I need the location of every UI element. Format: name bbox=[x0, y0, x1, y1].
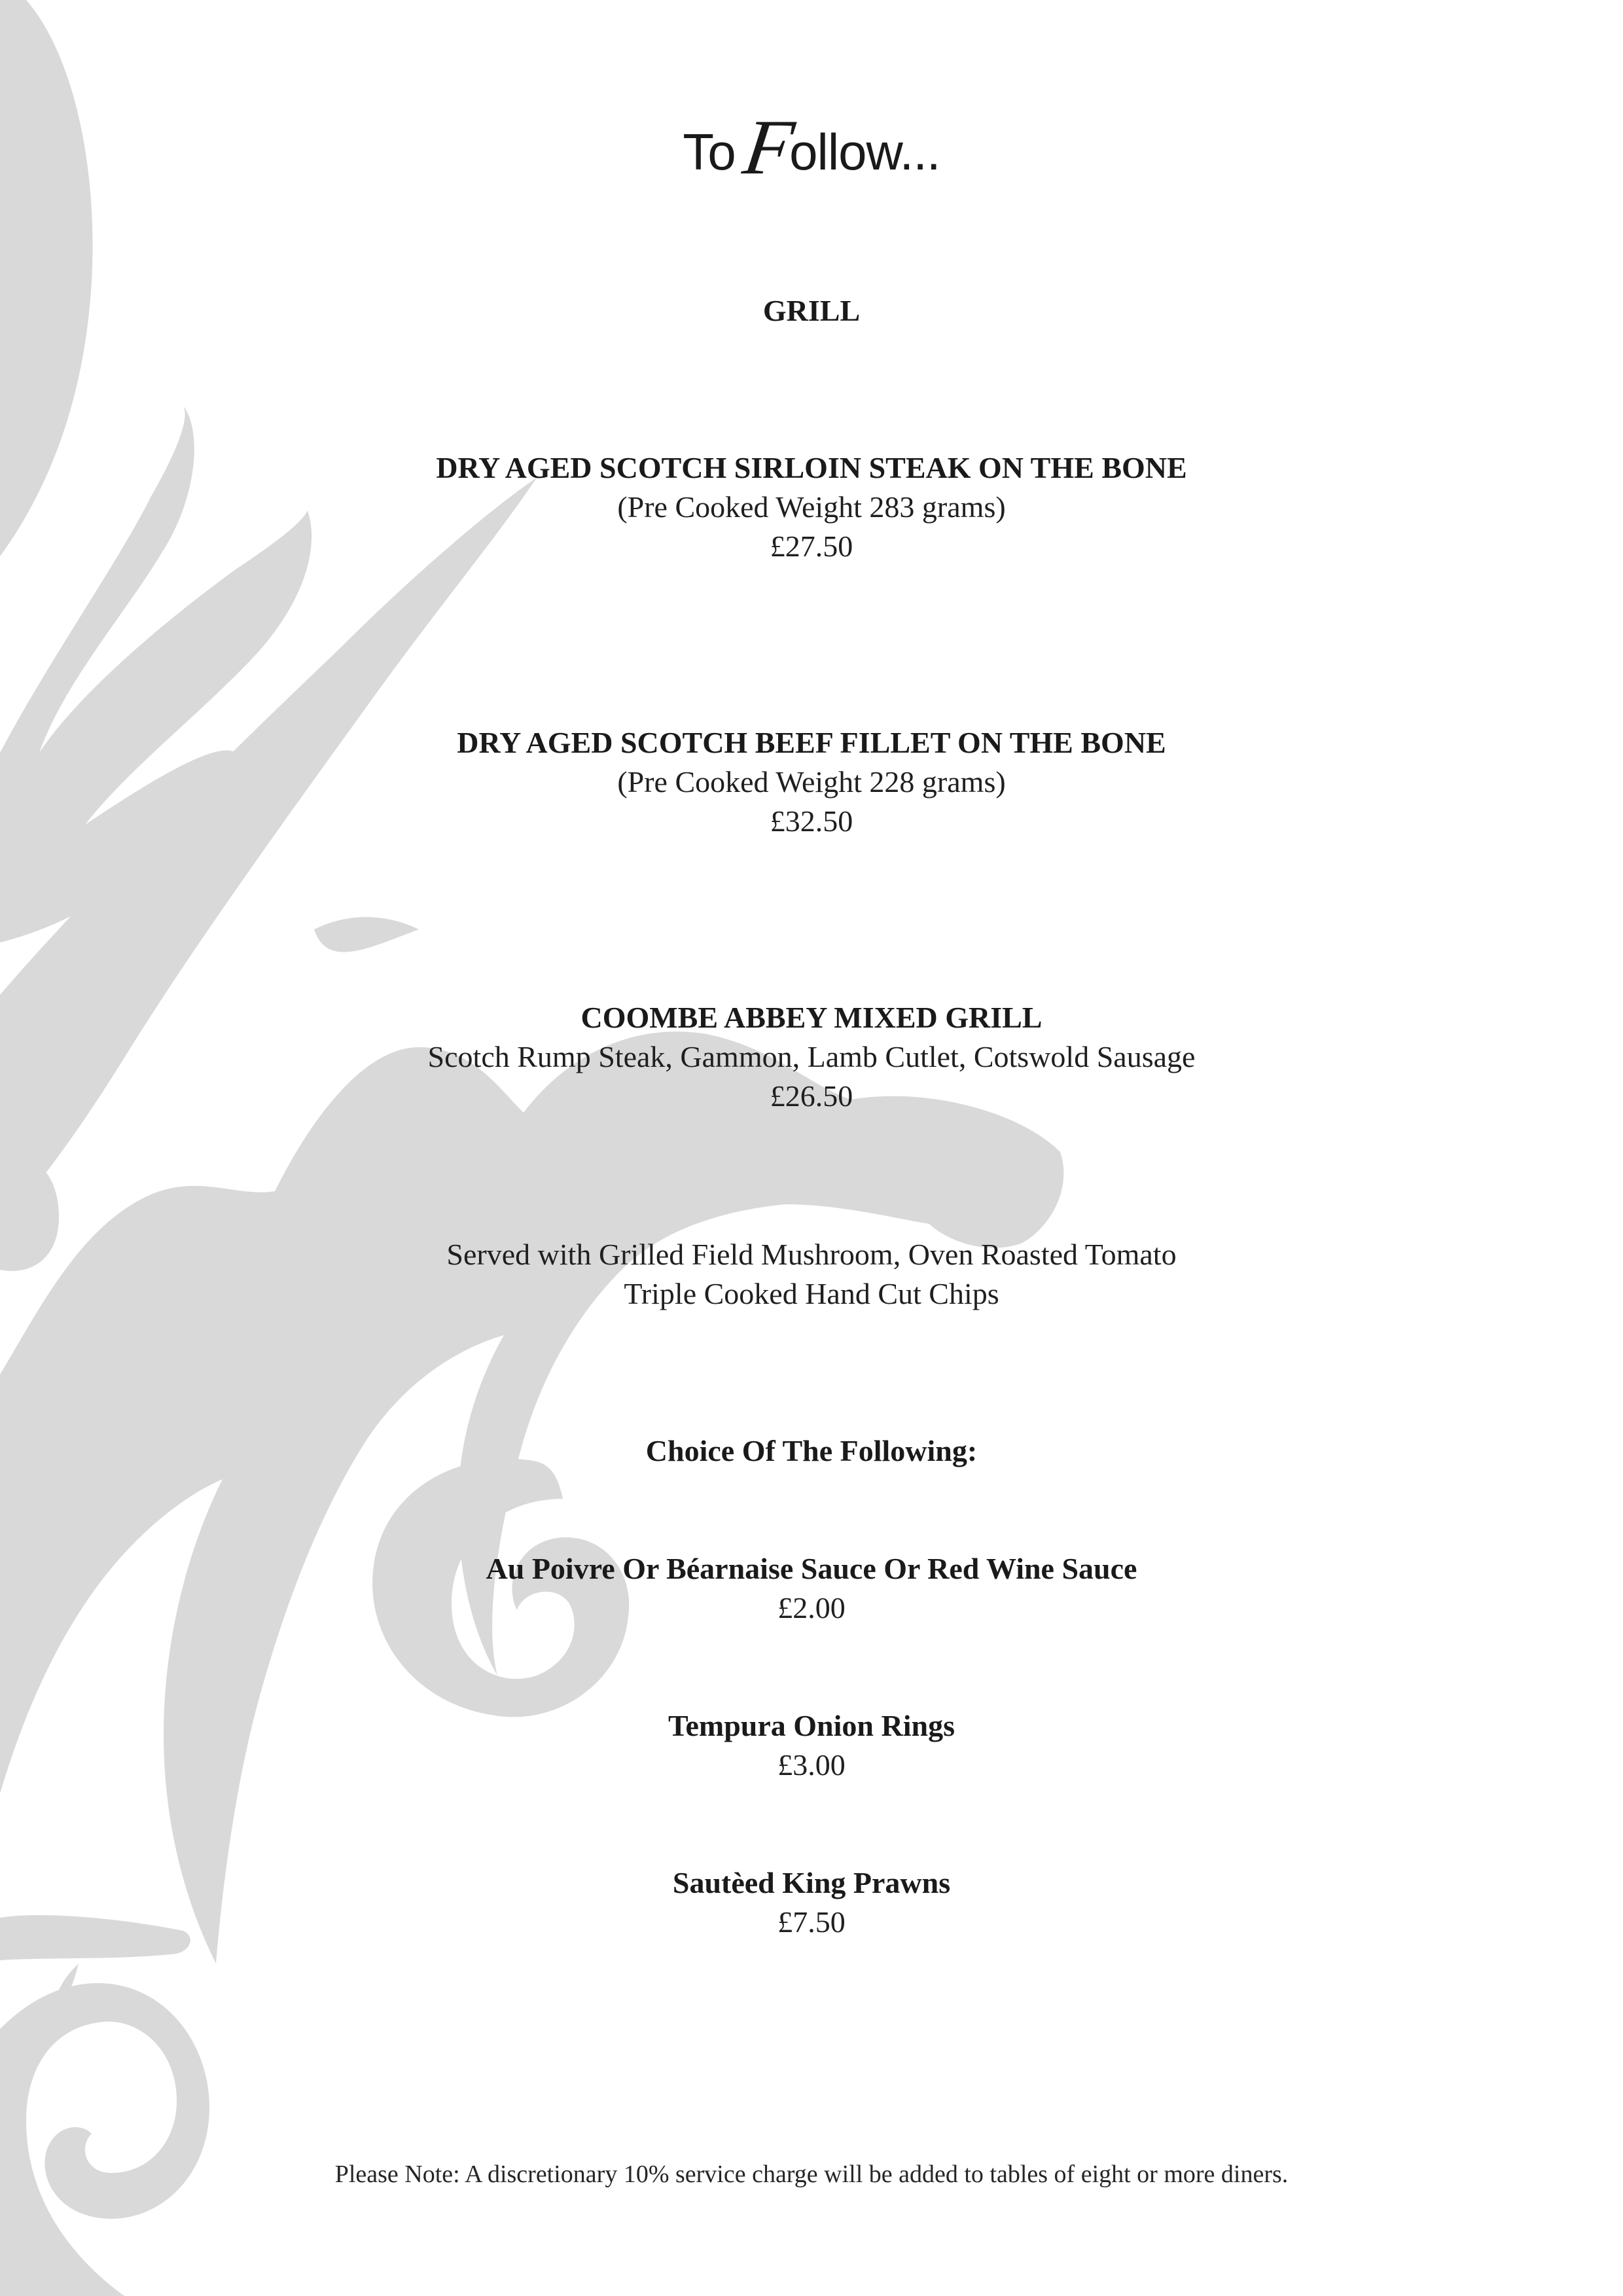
served-with-line-1: Served with Grilled Field Mushroom, Oven Roasted Tomato bbox=[446, 1238, 1177, 1271]
grill-item-name: DRY AGED SCOTCH BEEF FILLET ON THE BONE bbox=[457, 726, 1166, 759]
service-charge-note: Please Note: A discretionary 10% service charge will be added to tables of eight or more diners. bbox=[334, 2161, 1289, 2188]
title-initial: F bbox=[738, 103, 798, 190]
extra-item-price: £2.00 bbox=[777, 1591, 846, 1624]
title-part-1: To bbox=[683, 123, 736, 181]
grill-item-description: (Pre Cooked Weight 283 grams) bbox=[617, 490, 1006, 524]
extra-item-name: Sautèed King Prawns bbox=[672, 1866, 951, 1899]
grill-item-name: DRY AGED SCOTCH SIRLOIN STEAK ON THE BONE bbox=[436, 451, 1187, 484]
section-heading-grill: GRILL bbox=[762, 294, 861, 327]
extra-item-name: Tempura Onion Rings bbox=[668, 1709, 955, 1742]
extra-item-price: £3.00 bbox=[777, 1748, 846, 1782]
grill-item-description: Scotch Rump Steak, Gammon, Lamb Cutlet, Cotswold Sausage bbox=[427, 1040, 1196, 1073]
grill-item-name: COOMBE ABBEY MIXED GRILL bbox=[580, 1001, 1043, 1034]
grill-item-price: £26.50 bbox=[770, 1079, 853, 1113]
served-with-line-2: Triple Cooked Hand Cut Chips bbox=[624, 1277, 999, 1310]
grill-item-price: £27.50 bbox=[770, 529, 853, 563]
grill-item-price: £32.50 bbox=[770, 804, 853, 838]
choice-heading: Choice Of The Following: bbox=[645, 1434, 978, 1467]
page-title bbox=[0, 98, 1623, 188]
title-part-2: ollow... bbox=[789, 123, 940, 181]
grill-item-description: (Pre Cooked Weight 228 grams) bbox=[617, 765, 1006, 798]
extra-item-name: Au Poivre Or Béarnaise Sauce Or Red Wine Sauce bbox=[486, 1552, 1137, 1585]
extra-item-price: £7.50 bbox=[777, 1905, 846, 1939]
